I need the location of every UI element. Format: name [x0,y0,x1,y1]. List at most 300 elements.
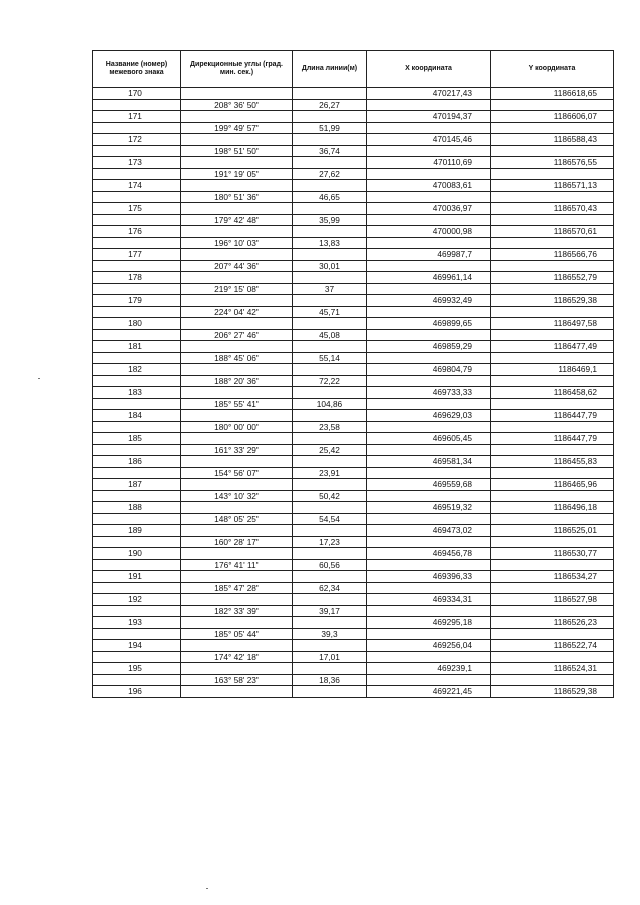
empty-cell [491,352,614,364]
empty-cell [93,122,181,134]
empty-cell [93,628,181,640]
point-x: 469733,33 [367,387,491,399]
empty-cell [491,628,614,640]
segment-row [93,444,614,456]
segment-row [93,421,614,433]
empty-cell [491,513,614,525]
coordinates-document [92,50,613,840]
segment-row [93,467,614,479]
empty-cell [367,237,491,249]
empty-cell [293,640,367,652]
empty-cell [93,329,181,341]
empty-cell [181,502,293,514]
point-y: 1186570,43 [491,203,614,215]
empty-cell [181,387,293,399]
point-y: 1186522,74 [491,640,614,652]
point-x: 469559,68 [367,479,491,491]
empty-cell [293,663,367,675]
point-y: 1186606,07 [491,111,614,123]
segment-angle: 207° 44' 36" [181,260,293,272]
empty-cell [293,318,367,330]
empty-cell [93,421,181,433]
empty-cell [367,467,491,479]
empty-cell [293,341,367,353]
segment-length: 39,3 [293,628,367,640]
segment-length: 72,22 [293,375,367,387]
point-y: 1186525,01 [491,525,614,537]
point-x: 469473,02 [367,525,491,537]
empty-cell [93,283,181,295]
header-x: X координата [367,51,491,88]
empty-cell [367,398,491,410]
empty-cell [93,375,181,387]
segment-angle: 185° 05' 44" [181,628,293,640]
empty-cell [293,203,367,215]
empty-cell [491,122,614,134]
segment-row [93,651,614,663]
point-y: 1186530,77 [491,548,614,560]
empty-cell [367,513,491,525]
point-row [93,640,614,652]
empty-cell [491,398,614,410]
segment-row [93,283,614,295]
point-y: 1186570,61 [491,226,614,238]
point-name: 195 [93,663,181,675]
empty-cell [181,640,293,652]
empty-cell [367,145,491,157]
segment-angle: 224° 04' 42" [181,306,293,318]
empty-cell [491,421,614,433]
segment-length: 17,23 [293,536,367,548]
point-row [93,479,614,491]
point-name: 194 [93,640,181,652]
segment-length: 18,36 [293,674,367,686]
empty-cell [181,548,293,560]
empty-cell [93,513,181,525]
empty-cell [93,651,181,663]
point-y: 1186571,13 [491,180,614,192]
empty-cell [181,525,293,537]
point-row [93,686,614,698]
segment-angle: 143° 10' 32" [181,490,293,502]
empty-cell [367,559,491,571]
empty-cell [491,168,614,180]
point-x: 469456,78 [367,548,491,560]
segment-length: 37 [293,283,367,295]
empty-cell [93,605,181,617]
segment-angle: 154° 56' 07" [181,467,293,479]
empty-cell [491,536,614,548]
empty-cell [293,525,367,537]
empty-cell [367,260,491,272]
point-row [93,203,614,215]
point-y: 1186455,83 [491,456,614,468]
empty-cell [93,237,181,249]
table-body [93,88,614,698]
point-name: 170 [93,88,181,100]
empty-cell [93,536,181,548]
segment-length: 46,65 [293,191,367,203]
segment-length: 13,83 [293,237,367,249]
point-x: 469899,65 [367,318,491,330]
point-row [93,502,614,514]
point-row [93,88,614,100]
point-y: 1186447,79 [491,433,614,445]
empty-cell [181,272,293,284]
empty-cell [491,467,614,479]
empty-cell [293,134,367,146]
segment-length: 104,86 [293,398,367,410]
point-y: 1186566,76 [491,249,614,261]
empty-cell [293,433,367,445]
empty-cell [491,237,614,249]
point-row [93,134,614,146]
segment-row [93,536,614,548]
segment-row [93,329,614,341]
point-name: 189 [93,525,181,537]
empty-cell [491,260,614,272]
point-y: 1186527,98 [491,594,614,606]
table-header-row [93,51,614,88]
point-name: 196 [93,686,181,698]
point-y: 1186552,79 [491,272,614,284]
segment-length: 27,62 [293,168,367,180]
empty-cell [181,663,293,675]
segment-angle: 188° 45' 06" [181,352,293,364]
point-name: 191 [93,571,181,583]
empty-cell [367,122,491,134]
segment-length: 45,08 [293,329,367,341]
empty-cell [367,306,491,318]
point-y: 1186529,38 [491,686,614,698]
point-x: 469629,03 [367,410,491,422]
point-y: 1186526,23 [491,617,614,629]
empty-cell [367,99,491,111]
empty-cell [293,295,367,307]
segment-row [93,99,614,111]
empty-cell [491,605,614,617]
empty-cell [181,134,293,146]
empty-cell [181,479,293,491]
empty-cell [93,674,181,686]
point-x: 470217,43 [367,88,491,100]
point-row [93,364,614,376]
segment-angle: 182° 33' 39" [181,605,293,617]
point-name: 190 [93,548,181,560]
segment-row [93,214,614,226]
point-x: 469239,1 [367,663,491,675]
segment-angle: 206° 27' 46" [181,329,293,341]
empty-cell [181,203,293,215]
point-x: 469334,31 [367,594,491,606]
segment-row [93,490,614,502]
empty-cell [293,502,367,514]
empty-cell [181,456,293,468]
empty-cell [293,456,367,468]
empty-cell [181,571,293,583]
segment-angle: 199° 49' 57" [181,122,293,134]
point-row [93,525,614,537]
segment-angle: 191° 19' 05" [181,168,293,180]
segment-row [93,559,614,571]
point-row [93,663,614,675]
empty-cell [293,180,367,192]
empty-cell [93,582,181,594]
point-row [93,295,614,307]
segment-length: 35,99 [293,214,367,226]
segment-length: 54,54 [293,513,367,525]
empty-cell [93,352,181,364]
segment-length: 23,58 [293,421,367,433]
segment-angle: 198° 51' 50" [181,145,293,157]
point-y: 1186496,18 [491,502,614,514]
point-row [93,548,614,560]
point-x: 470145,46 [367,134,491,146]
empty-cell [367,421,491,433]
empty-cell [293,272,367,284]
point-x: 469581,34 [367,456,491,468]
point-y: 1186618,65 [491,88,614,100]
scan-speck [206,888,208,889]
empty-cell [367,628,491,640]
point-row [93,594,614,606]
segment-length: 39,17 [293,605,367,617]
empty-cell [367,490,491,502]
segment-angle: 160° 28' 17" [181,536,293,548]
empty-cell [367,536,491,548]
point-y: 1186447,79 [491,410,614,422]
point-name: 172 [93,134,181,146]
point-name: 174 [93,180,181,192]
point-name: 193 [93,617,181,629]
segment-angle: 163° 58' 23" [181,674,293,686]
empty-cell [367,168,491,180]
empty-cell [491,214,614,226]
header-angle: Дирекционные углы (град. мин. сек.) [181,51,293,88]
empty-cell [491,306,614,318]
point-y: 1186469,1 [491,364,614,376]
segment-length: 36,74 [293,145,367,157]
point-row [93,111,614,123]
point-row [93,571,614,583]
segment-row [93,375,614,387]
point-y: 1186524,31 [491,663,614,675]
empty-cell [93,559,181,571]
point-row [93,272,614,284]
empty-cell [181,410,293,422]
empty-cell [293,157,367,169]
point-name: 188 [93,502,181,514]
segment-length: 62,34 [293,582,367,594]
point-name: 184 [93,410,181,422]
empty-cell [181,88,293,100]
empty-cell [367,582,491,594]
empty-cell [93,260,181,272]
point-row [93,456,614,468]
empty-cell [491,191,614,203]
empty-cell [491,444,614,456]
point-y: 1186588,43 [491,134,614,146]
segment-row [93,605,614,617]
boundary-points-table [92,50,614,698]
empty-cell [93,306,181,318]
segment-length: 55,14 [293,352,367,364]
header-length: Длина линии(м) [293,51,367,88]
empty-cell [293,617,367,629]
segment-angle: 161° 33' 29" [181,444,293,456]
empty-cell [491,559,614,571]
point-x: 469221,45 [367,686,491,698]
segment-length: 17,01 [293,651,367,663]
segment-length: 45,71 [293,306,367,318]
empty-cell [491,490,614,502]
empty-cell [181,318,293,330]
segment-length: 26,27 [293,99,367,111]
empty-cell [367,352,491,364]
empty-cell [491,375,614,387]
point-name: 177 [93,249,181,261]
empty-cell [93,490,181,502]
segment-row [93,122,614,134]
segment-row [93,191,614,203]
point-name: 176 [93,226,181,238]
segment-row [93,582,614,594]
point-x: 469987,7 [367,249,491,261]
empty-cell [181,364,293,376]
segment-length: 51,99 [293,122,367,134]
point-name: 171 [93,111,181,123]
empty-cell [491,329,614,341]
point-name: 187 [93,479,181,491]
empty-cell [367,329,491,341]
segment-row [93,260,614,272]
empty-cell [181,157,293,169]
segment-angle: 180° 51' 36" [181,191,293,203]
empty-cell [293,387,367,399]
segment-row [93,237,614,249]
empty-cell [181,686,293,698]
segment-row [93,628,614,640]
empty-cell [93,214,181,226]
empty-cell [293,410,367,422]
point-x: 469605,45 [367,433,491,445]
point-x: 469519,32 [367,502,491,514]
segment-length: 60,56 [293,559,367,571]
point-row [93,157,614,169]
segment-length: 23,91 [293,467,367,479]
point-x: 470194,37 [367,111,491,123]
empty-cell [181,180,293,192]
point-row [93,249,614,261]
point-x: 469256,04 [367,640,491,652]
point-name: 182 [93,364,181,376]
empty-cell [93,444,181,456]
segment-row [93,674,614,686]
empty-cell [367,444,491,456]
empty-cell [491,145,614,157]
empty-cell [491,651,614,663]
point-row [93,410,614,422]
segment-angle: 185° 47' 28" [181,582,293,594]
empty-cell [293,548,367,560]
point-row [93,341,614,353]
empty-cell [93,398,181,410]
segment-angle: 185° 55' 41" [181,398,293,410]
point-x: 470036,97 [367,203,491,215]
empty-cell [93,99,181,111]
segment-row [93,168,614,180]
empty-cell [367,651,491,663]
point-x: 470000,98 [367,226,491,238]
point-name: 185 [93,433,181,445]
segment-angle: 219° 15' 08" [181,283,293,295]
empty-cell [293,88,367,100]
header-name: Название (номер) межевого знака [93,51,181,88]
empty-cell [293,226,367,238]
empty-cell [181,617,293,629]
empty-cell [181,594,293,606]
point-x: 469804,79 [367,364,491,376]
point-y: 1186465,96 [491,479,614,491]
point-name: 183 [93,387,181,399]
segment-angle: 196° 10' 03" [181,237,293,249]
point-name: 179 [93,295,181,307]
point-name: 173 [93,157,181,169]
empty-cell [293,249,367,261]
empty-cell [181,249,293,261]
point-y: 1186529,38 [491,295,614,307]
empty-cell [181,295,293,307]
empty-cell [93,191,181,203]
empty-cell [293,686,367,698]
point-row [93,318,614,330]
point-name: 192 [93,594,181,606]
point-x: 469961,14 [367,272,491,284]
point-row [93,387,614,399]
point-y: 1186534,27 [491,571,614,583]
empty-cell [93,168,181,180]
empty-cell [491,582,614,594]
empty-cell [367,283,491,295]
empty-cell [367,605,491,617]
point-row [93,180,614,192]
point-name: 186 [93,456,181,468]
segment-row [93,352,614,364]
segment-length: 50,42 [293,490,367,502]
point-y: 1186497,58 [491,318,614,330]
empty-cell [293,571,367,583]
point-x: 469932,49 [367,295,491,307]
empty-cell [93,145,181,157]
empty-cell [93,467,181,479]
segment-angle: 179° 42' 48" [181,214,293,226]
segment-row [93,145,614,157]
empty-cell [293,111,367,123]
point-row [93,433,614,445]
empty-cell [181,226,293,238]
empty-cell [491,674,614,686]
point-name: 178 [93,272,181,284]
point-name: 181 [93,341,181,353]
segment-length: 25,42 [293,444,367,456]
empty-cell [293,594,367,606]
segment-angle: 148° 05' 25" [181,513,293,525]
empty-cell [293,364,367,376]
segment-angle: 208° 36' 50" [181,99,293,111]
empty-cell [367,375,491,387]
point-y: 1186576,55 [491,157,614,169]
empty-cell [181,341,293,353]
